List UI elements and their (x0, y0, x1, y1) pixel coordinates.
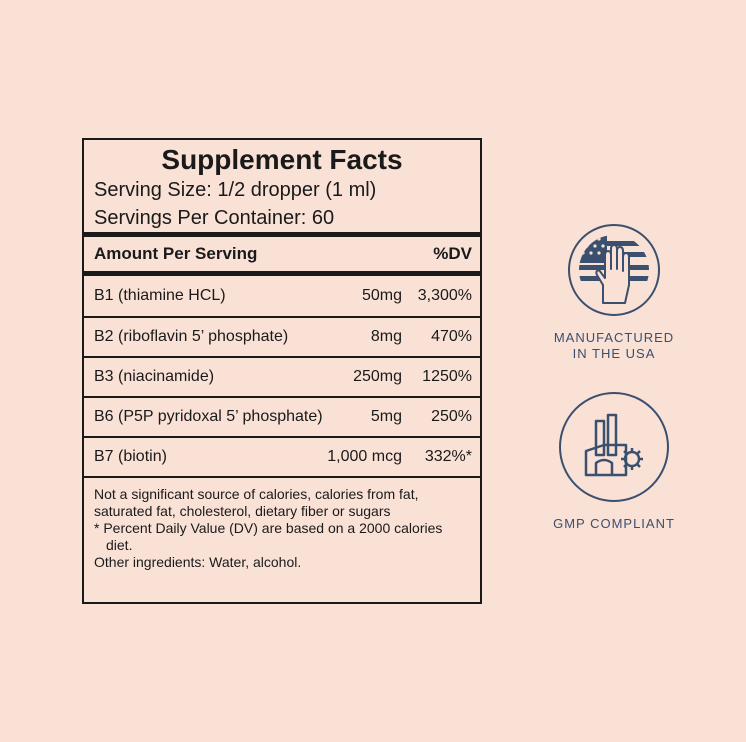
nutrient-dv: 250% (431, 408, 472, 425)
usa-flag-hand-icon (568, 224, 660, 316)
nutrient-row (84, 276, 480, 316)
serving-size: Serving Size: 1/2 dropper (1 ml) (94, 179, 377, 201)
nutrient-name: B3 (niacinamide) (94, 368, 215, 385)
nutrient-name: B7 (biotin) (94, 448, 167, 465)
badge-label-usa (547, 330, 681, 362)
nutrient-dv: 470% (431, 328, 472, 345)
gmp-compliant-badge (547, 392, 681, 532)
nutrient-amount: 250mg (353, 368, 402, 385)
footer-other-ingredients: Other ingredients: Water, alcohol. (94, 554, 302, 570)
nutrient-amount: 5mg (370, 408, 402, 425)
nutrient-amount: 1,000 mcg (327, 448, 402, 465)
badge-label-line: MANUFACTURED (553, 330, 675, 345)
supplement-facts-panel (82, 138, 482, 604)
badge-label-line: IN THE USA (572, 346, 656, 361)
nutrient-amount: 8mg (370, 328, 402, 345)
nutrient-dv: 332%* (424, 448, 472, 465)
footer-note-calories: Not a significant source of calories, calories from fat, saturated fat, cholesterol, dietary fiber or sugars (94, 486, 419, 519)
nutrient-row (84, 436, 480, 476)
nutrient-row (84, 356, 480, 396)
nutrient-name: B1 (thiamine HCL) (94, 287, 226, 304)
facts-footer (84, 476, 480, 571)
nutrient-row (84, 396, 480, 436)
amount-per-serving-header: Amount Per Serving (94, 244, 258, 263)
factory-gear-icon (559, 392, 669, 502)
nutrient-dv: 3,300% (417, 287, 472, 304)
badge-label-gmp: GMP COMPLIANT (553, 516, 675, 531)
nutrient-amount: 50mg (361, 287, 402, 304)
made-in-usa-badge (547, 224, 681, 362)
nutrient-name: B2 (riboflavin 5’ phosphate) (94, 328, 289, 345)
nutrient-name: B6 (P5P pyridoxal 5’ phosphate) (94, 408, 323, 425)
facts-title: Supplement Facts (161, 144, 403, 175)
dv-header: %DV (433, 244, 472, 263)
footer-note-dv: * Percent Daily Value (DV) are based on a 2000 calories diet. (94, 520, 443, 553)
nutrient-row (84, 316, 480, 356)
facts-header-row (84, 237, 480, 271)
servings-per-container: Servings Per Container: 60 (94, 207, 335, 229)
nutrient-dv: 1250% (422, 368, 472, 385)
